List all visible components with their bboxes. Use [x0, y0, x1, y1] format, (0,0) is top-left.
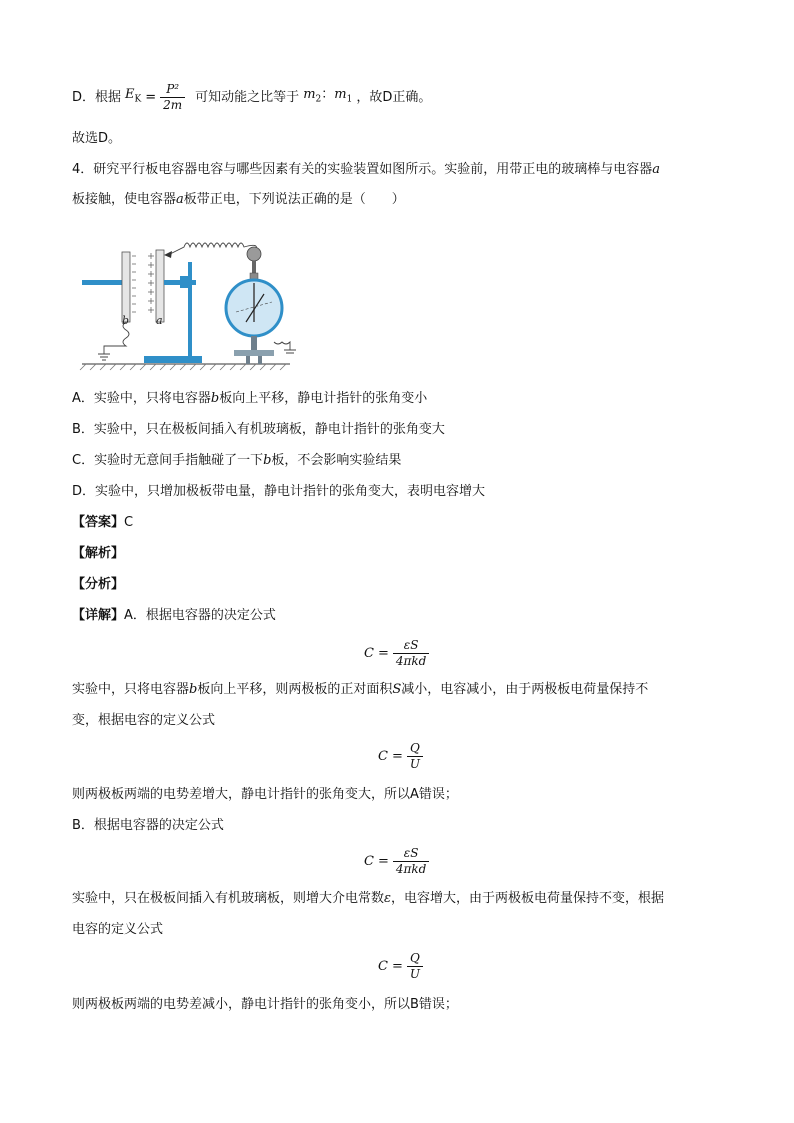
ek-symbol: $E_K$ — [125, 87, 142, 105]
option-b: B．实验中，只在极板间插入有机玻璃板，静电计指针的张角变大 — [72, 422, 445, 437]
d-option-prefix: D．根据 — [72, 89, 122, 105]
para-a3: 则两极板两端的电势差增大，静电计指针的张角变大，所以A错误； — [72, 787, 458, 802]
para-a1: 实验中，只将电容器b板向上平移，则两极板的正对面积S减小，电容减小，由于两极板电荷量保持不 — [72, 682, 649, 697]
q4-line2: 板接触，使电容器a板带正电，下列说法正确的是（ ） — [72, 192, 405, 207]
electroscope-ball — [247, 247, 261, 261]
formula-capacitance-1: C = $\frac{\varepsilon S}{\text{4πkd}}$ — [364, 638, 429, 669]
plate-b — [122, 252, 130, 322]
label-a: a — [156, 314, 163, 327]
formula-capacitance-4: C = $\frac{Q}{U}$ — [378, 951, 423, 982]
answer-label: 【答案】 — [72, 515, 125, 530]
plate-a — [156, 250, 164, 322]
para-b1: 实验中，只在极板间插入有机玻璃板，则增大介电常数ε，电容增大，由于两极板电荷量保持不变，根据 — [72, 891, 665, 906]
fenxi-label: 【分析】 — [72, 577, 125, 592]
detail-b-line: B．根据电容器的决定公式 — [72, 818, 224, 833]
q4-line1: 4．研究平行板电容器电容与哪些因素有关的实验装置如图所示。实验前，用带正电的玻璃棒与电容器a — [72, 162, 661, 177]
option-d: D．实验中，只增加极板带电量，静电计指针的张角变大，表明电容增大 — [72, 484, 486, 499]
label-b: b — [122, 314, 130, 327]
answer-line — [72, 514, 133, 532]
formula-capacitance-2: C = $\frac{Q}{U}$ — [378, 741, 423, 772]
d-option-line: D．根据 $E_K$ = $\frac{\text{P²}}{2m}$ 可知动能之比等于 $m_2$：$m_1$ ，故D正确。 — [72, 82, 432, 112]
para-b3: 则两极板两端的电势差减小，静电计指针的张角变小，所以B错误； — [72, 997, 458, 1012]
electroscope-base — [234, 350, 274, 356]
d-option-mid: 可知动能之比等于 — [195, 89, 300, 105]
stand-base — [144, 356, 202, 363]
option-a: A．实验中，只将电容器b板向上平移，静电计指针的张角变小 — [72, 391, 428, 406]
formula-capacitance-3: C = $\frac{\varepsilon S}{\text{4πkd}}$ — [364, 846, 429, 877]
capacitor-experiment-figure — [76, 222, 296, 372]
option-c: C．实验时无意间手指触碰了一下b板，不会影响实验结果 — [72, 453, 402, 468]
left-rod — [82, 280, 122, 285]
analysis-label: 【解析】 — [72, 546, 125, 561]
answer-value: C — [124, 515, 134, 530]
d-option-suffix: ，故D正确。 — [356, 89, 432, 105]
stand-pole — [188, 262, 192, 356]
para-b2: 电容的定义公式 — [72, 922, 164, 937]
ek-fraction: $\frac{\text{P²}}{2m}$ — [160, 82, 185, 113]
detail-a-line: 【详解】A．根据电容器的决定公式 — [72, 608, 276, 623]
para-a2: 变，根据电容的定义公式 — [72, 713, 216, 728]
mass-ratio: $m_2$：$m_1$ — [303, 87, 353, 105]
choose-d: 故选D。 — [72, 131, 122, 146]
